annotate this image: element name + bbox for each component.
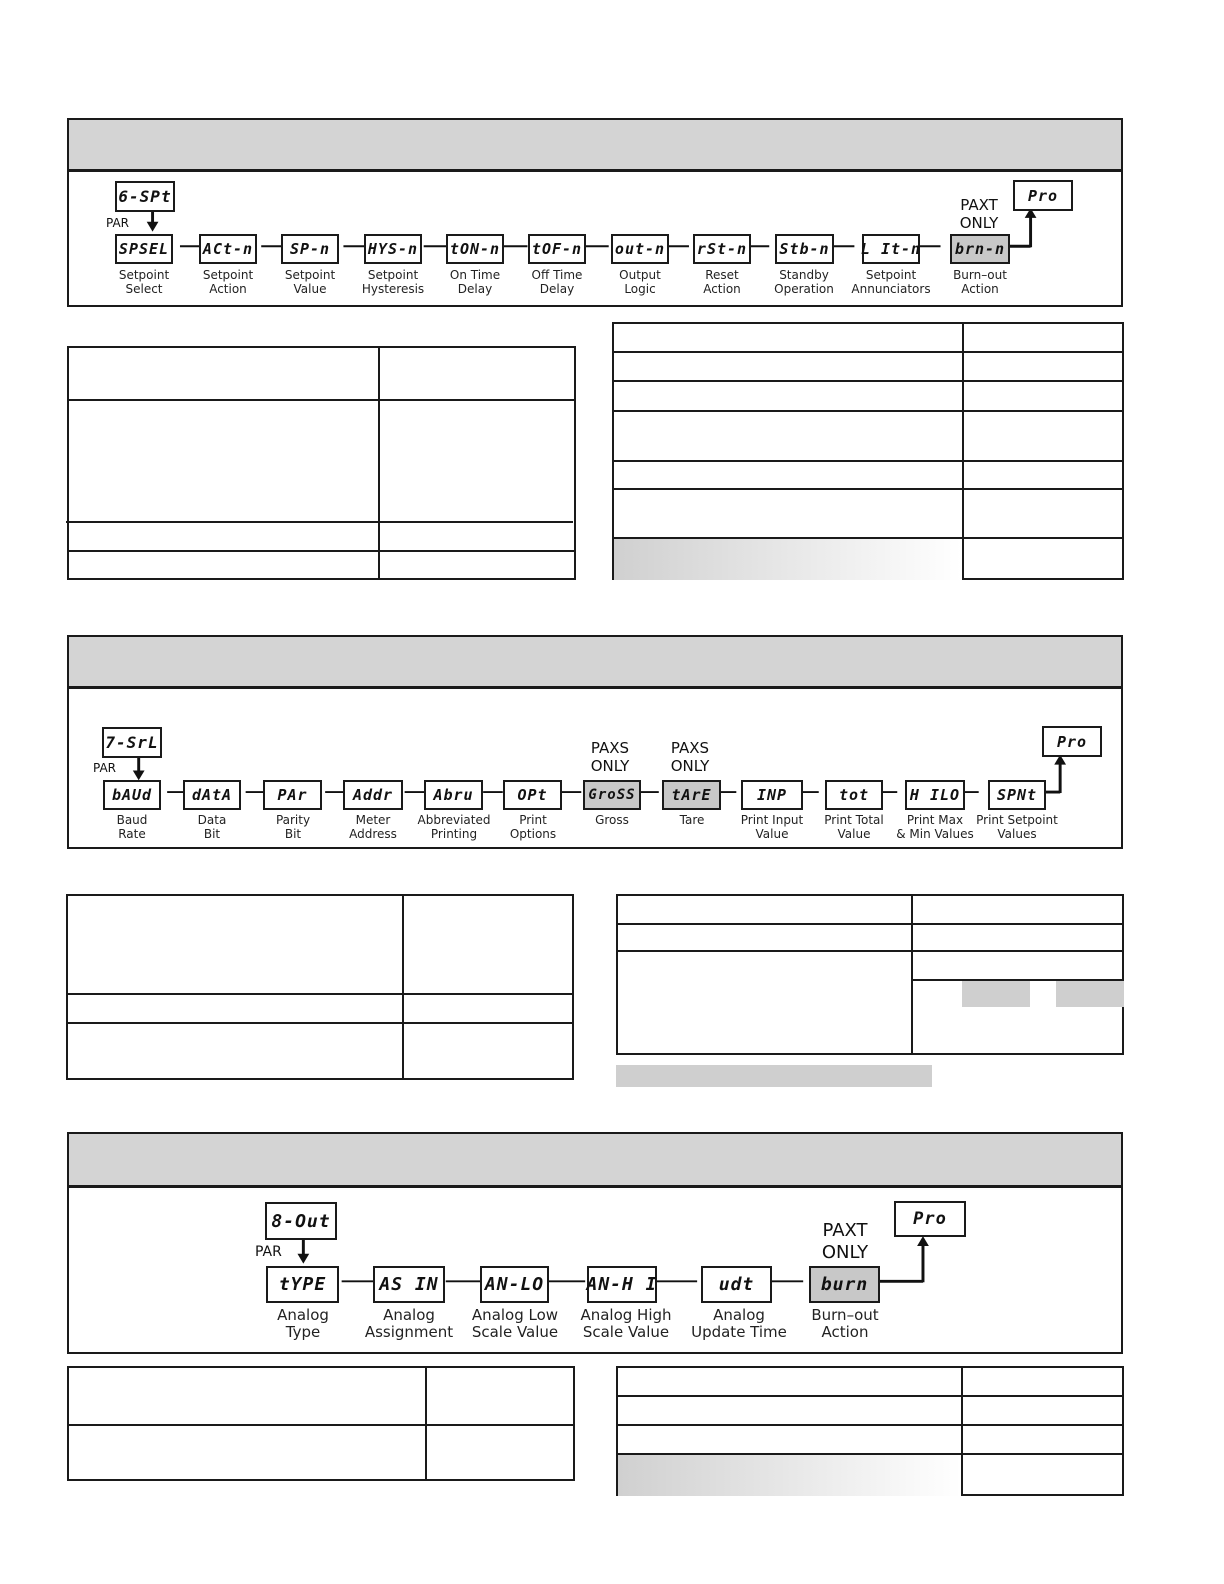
setpoint-menu-panel [67, 118, 1123, 307]
table-divider [961, 1368, 963, 1496]
table-left-1 [67, 346, 576, 580]
table-right-1 [612, 322, 1124, 580]
step-box-lit[interactable]: L It-n [862, 234, 920, 264]
step-box-brn[interactable]: brn-n [950, 234, 1010, 264]
step-caption: Print Options [509, 813, 557, 841]
step-box-an-hi[interactable]: AN-H I [587, 1266, 657, 1303]
step-box-opt[interactable]: OPt [503, 780, 562, 810]
table-rule [618, 1453, 1124, 1455]
step-caption: Output Logic [619, 268, 661, 296]
step-box-type[interactable]: tYPE [266, 1266, 339, 1303]
table-rule [69, 1424, 575, 1426]
par-label: PAR [255, 1244, 282, 1260]
step-caption: Baud Rate [116, 813, 148, 841]
table-divider [911, 896, 913, 1055]
step-caption: Off Time Delay [531, 268, 583, 296]
step-box-ton[interactable]: tON-n [446, 234, 504, 264]
step-caption: Print Setpoint Values [976, 813, 1058, 841]
entry-code-box[interactable] [115, 181, 175, 212]
step-box-baud[interactable]: bAUd [103, 780, 161, 810]
step-caption: Parity Bit [275, 813, 311, 841]
step-caption: Gross [595, 813, 629, 827]
step-caption: Meter Address [349, 813, 397, 841]
entry-code: 6-SPt [118, 187, 172, 206]
step-caption: Analog Update Time [691, 1306, 787, 1342]
table-rule [68, 1022, 574, 1024]
step-caption: Analog Type [277, 1306, 329, 1342]
step-box-tare[interactable]: tArE [662, 780, 721, 810]
table-right-2 [616, 894, 1124, 1055]
step-box-spsel[interactable]: SPSEL [115, 234, 173, 264]
step-caption: Setpoint Value [284, 268, 336, 296]
exit-code-box[interactable]: Pro [894, 1201, 966, 1237]
step-box-an-lo[interactable]: AN-LO [480, 1266, 549, 1303]
step-box-act[interactable]: ACt-n [199, 234, 257, 264]
par-label: PAR [106, 216, 130, 230]
step-box-addr[interactable]: Addr [343, 780, 403, 810]
step-caption: Abbreviated Printing [417, 813, 491, 841]
exit-code: Pro [1027, 186, 1059, 205]
par-label: PAR [93, 761, 117, 775]
step-caption: Analog Assignment [364, 1306, 454, 1342]
table-rule [69, 550, 576, 552]
step-caption: On Time Delay [449, 268, 501, 296]
step-caption: Data Bit [197, 813, 227, 841]
table-rule [66, 521, 573, 523]
step-box-asin[interactable]: AS IN [373, 1266, 445, 1303]
paxs-only-note: PAXS ONLY [670, 739, 710, 775]
step-box-tof[interactable]: tOF-n [528, 234, 586, 264]
gray-cell [962, 981, 1030, 1007]
step-caption: Burn–out Action [811, 1306, 879, 1342]
step-caption: Print Input Value [740, 813, 804, 841]
exit-code-box[interactable]: Pro [1042, 726, 1102, 757]
paxt-only-note: PAXT ONLY [821, 1220, 869, 1263]
step-box-stb[interactable]: Stb-n [775, 234, 834, 264]
analog-output-panel [67, 1132, 1123, 1354]
table-rule [614, 460, 1124, 462]
step-caption: Print Max & Min Values [896, 813, 974, 841]
step-box-out[interactable]: out-n [611, 234, 669, 264]
table-rule [614, 537, 1124, 539]
table-rule [618, 1424, 1124, 1426]
step-box-sp[interactable]: SP-n [281, 234, 339, 264]
step-caption: Burn–out Action [953, 268, 1007, 296]
step-box-abru[interactable]: Abru [424, 780, 483, 810]
step-caption: Tare [679, 813, 705, 827]
step-caption: Standby Operation [774, 268, 834, 296]
step-box-rst[interactable]: rSt-n [693, 234, 751, 264]
step-box-tot[interactable]: tot [825, 780, 883, 810]
table-right-3 [616, 1366, 1124, 1496]
step-caption: Reset Action [703, 268, 741, 296]
entry-code-box[interactable]: 8-Out [265, 1202, 337, 1240]
table-divider [402, 896, 404, 1080]
step-caption: Setpoint Select [118, 268, 170, 296]
table-rule [614, 380, 1124, 382]
table-rule [618, 1395, 1124, 1397]
step-box-inp[interactable]: INP [741, 780, 803, 810]
table-rule [911, 979, 1124, 981]
table-rule [68, 993, 574, 995]
paxt-only-note: PAXT ONLY [959, 196, 999, 232]
step-caption: Analog Low Scale Value [471, 1306, 559, 1342]
step-box-gross[interactable]: GroSS [583, 780, 641, 810]
table-rule [614, 488, 1124, 490]
step-caption: Setpoint Annunciators [851, 268, 931, 296]
step-caption: Setpoint Hysteresis [361, 268, 425, 296]
table-divider [962, 324, 964, 580]
exit-code-box[interactable] [1013, 180, 1073, 211]
table-left-3 [67, 1366, 575, 1481]
entry-code-box[interactable]: 7-SrL [102, 727, 162, 758]
step-caption: Analog High Scale Value [580, 1306, 672, 1342]
step-box-hys[interactable]: HYS-n [364, 234, 422, 264]
table-rule [69, 399, 576, 401]
step-box-burn[interactable]: burn [809, 1266, 880, 1303]
shaded-row [618, 1454, 961, 1496]
step-box-udt[interactable]: udt [701, 1266, 772, 1303]
table-divider [378, 348, 380, 580]
step-box-hilo[interactable]: H ILO [905, 780, 965, 810]
step-box-par[interactable]: PAr [263, 780, 322, 810]
table-rule [614, 410, 1124, 412]
table-left-2 [66, 894, 574, 1080]
step-caption: Print Total Value [824, 813, 884, 841]
shaded-row [614, 538, 962, 580]
paxs-only-note: PAXS ONLY [590, 739, 630, 775]
gray-bar [616, 1065, 932, 1087]
table-rule [618, 950, 1124, 952]
serial-menu-panel [67, 635, 1123, 849]
step-caption: Setpoint Action [202, 268, 254, 296]
step-box-spnt[interactable]: SPNt [988, 780, 1046, 810]
table-rule [618, 923, 1124, 925]
table-rule [614, 351, 1124, 353]
gray-cell [1056, 981, 1124, 1007]
step-box-data[interactable]: dAtA [183, 780, 241, 810]
